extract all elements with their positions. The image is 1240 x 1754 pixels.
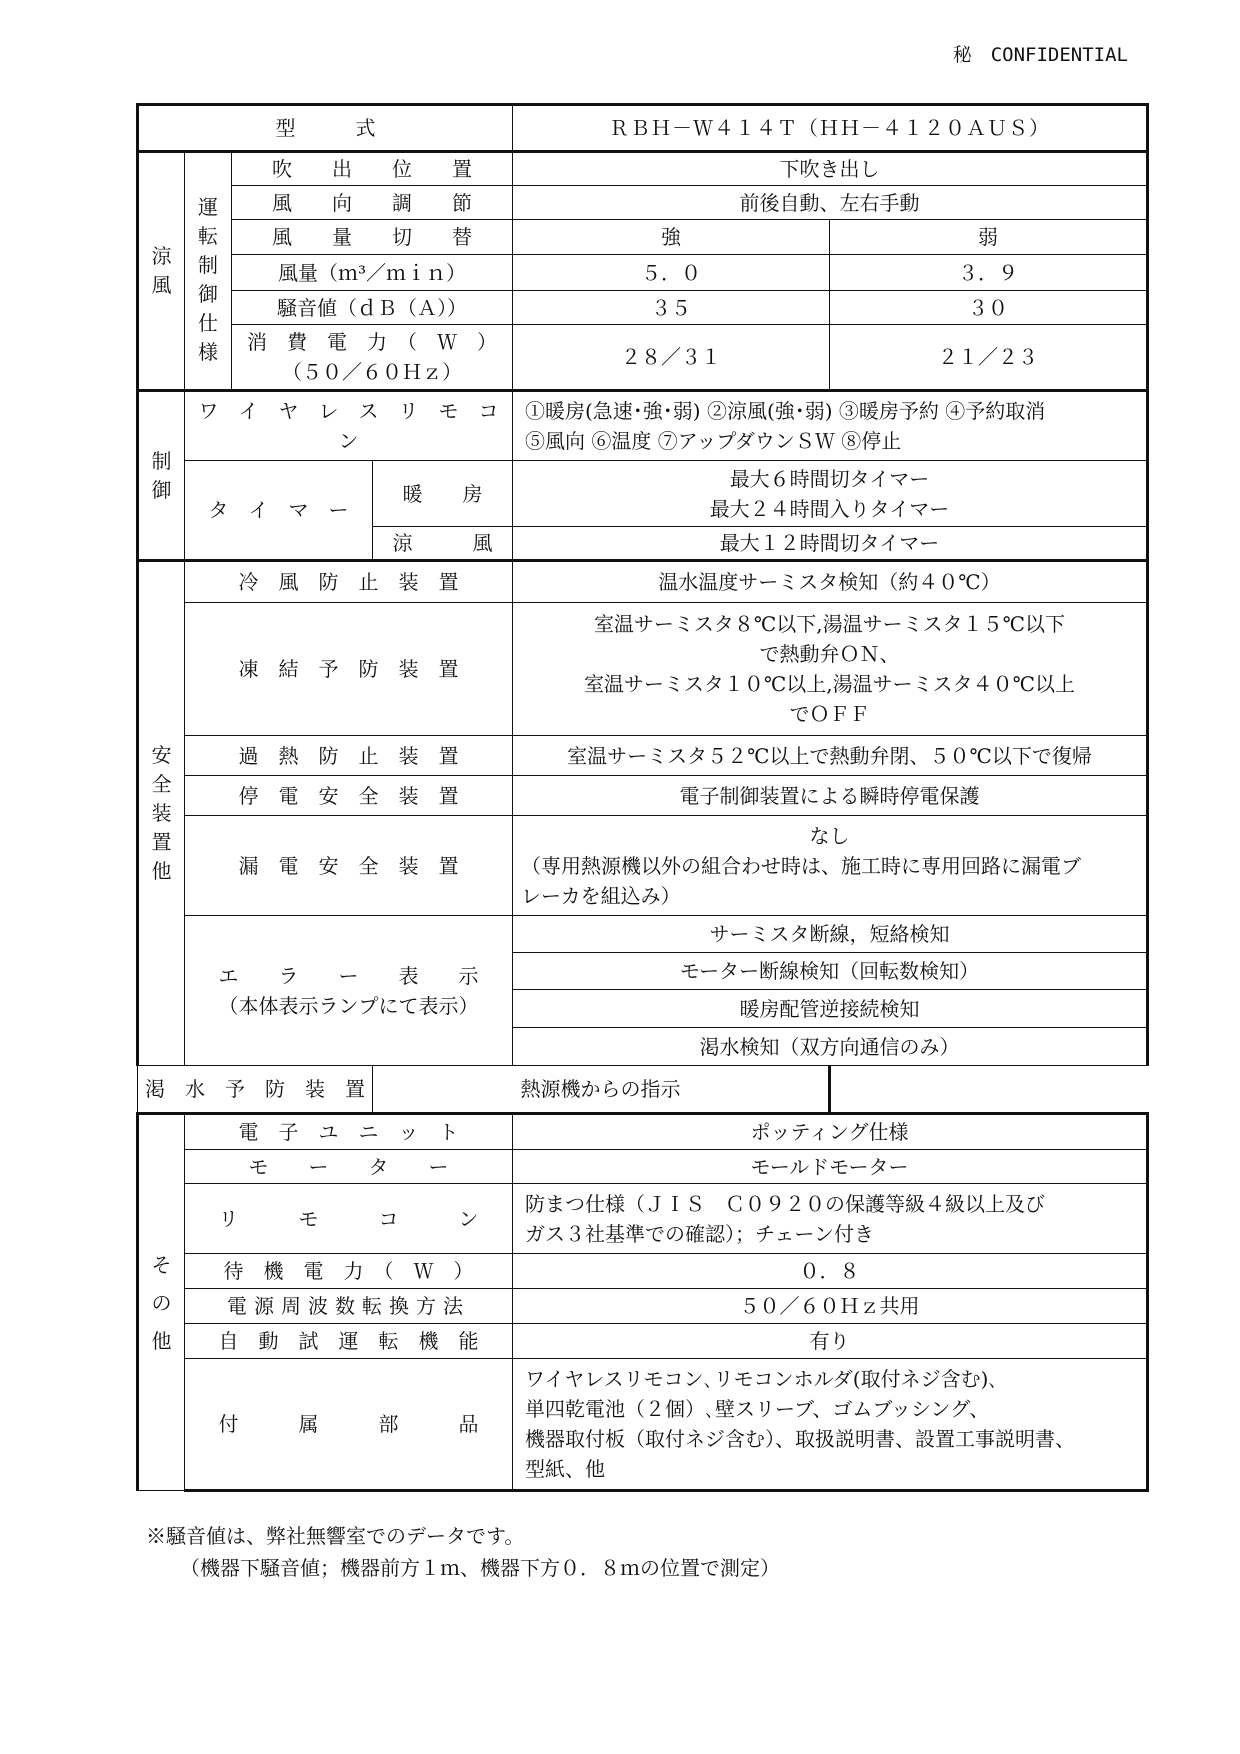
autotest-value: 有り [513,1324,1148,1359]
direction-value: 前後自動、左右手動 [513,186,1148,220]
volume-label: 風量（ｍ³／ｍｉｎ） [232,255,513,291]
section-safety: 安 全 装 置 他 [138,561,185,1066]
leak-value-main: なし [809,823,850,848]
timer-heat-value: 最大６時間切タイマー 最大２４時間入りタイマー [513,461,1148,527]
freeze-label: 凍 結 予 防 装 置 [185,603,513,736]
footnote-measurement: （機器下騒音値；機器前方１ｍ、機器下方０．８ｍの位置で測定） [180,1556,780,1580]
error-item-1: サーミスタ断線，短絡検知 [513,916,1148,953]
timer-cool-label: 涼 風 [373,527,513,561]
section-cool: 涼 風 [138,152,185,391]
switch-strong: 強 [513,220,830,255]
remote-spec-label: リ モ コ ン [185,1184,513,1254]
remote-value: ①暖房(急速･強･弱) ②涼風(強･弱) ③暖房予約 ④予約取消 ⑤風向 ⑥温度 ⑦アップダウンＳＷ ⑧停止 [513,391,1148,461]
leak-value-note: （専用熱源機以外の組合わせ時は、施工時に専用回路に漏電ブ レーカを組込み） [521,853,1081,908]
freeze-value: 室温サーミスタ８℃以下,湯温サーミスタ１５℃以下 で熱動弁ＯＮ、 室温サーミスタ１０℃以上,湯温サーミスタ４０℃以上 でＯＦＦ [513,603,1148,736]
volume-strong: ５．０ [513,255,830,291]
motor-value: モールドモーター [513,1150,1148,1184]
footnotes [146,1520,780,1584]
model-label: 型 式 [138,105,513,152]
confidential-mark: 秘 CONFIDENTIAL [952,44,1128,66]
timer-heat-label: 暖 房 [373,461,513,527]
error-item-4: 渇水検知（双方向通信のみ） [513,1028,1148,1066]
overheat-value: 室温サーミスタ５２℃以上で熱動弁閉、５０℃以下で復帰 [513,736,1148,776]
switch-weak: 弱 [830,220,1148,255]
power-label: 消 費 電 力 （ Ｗ ） （５０／６０Ｈｚ） [232,325,513,391]
outlet-label: 吹 出 位 置 [232,152,513,186]
timer-cool-value: 最大１２時間切タイマー [513,527,1148,561]
direction-label: 風 向 調 節 [232,186,513,220]
switch-label: 風 量 切 替 [232,220,513,255]
noise-label: 騒音値（ｄＢ（Ａ）） [232,291,513,325]
unit-value: ポッティング仕様 [513,1114,1148,1150]
section-other: そ の 他 [138,1114,185,1491]
accessories-value: ワイヤレスリモコン､リモコンホルダ(取付ネジ含む)､ 単四乾電池（２個）､壁スリーブ、ゴムブッシング、 機器取付板（取付ネジ含む）、取扱説明書、設置工事説明書、 型紙、他 [513,1359,1148,1491]
outage-label: 停 電 安 全 装 置 [185,776,513,816]
drought-label: 渇 水 予 防 装 置 [138,1066,373,1114]
leak-label: 漏 電 安 全 装 置 [185,816,513,916]
drought-value: 熱源機からの指示 [373,1066,830,1114]
cold-label: 冷 風 防 止 装 置 [185,561,513,603]
cold-value: 温水温度サーミスタ検知（約４０℃） [513,561,1148,603]
volume-weak: ３．９ [830,255,1148,291]
overheat-label: 過 熱 防 止 装 置 [185,736,513,776]
spec-table [136,103,1149,1492]
model-value: ＲＢＨ－Ｗ４１４Ｔ（ＨＨ－４１２０ＡＵＳ） [513,105,1148,152]
error-item-2: モーター断線検知（回転数検知） [513,953,1148,990]
standby-label: 待 機 電 力 （ Ｗ ） [185,1254,513,1289]
timer-label: タ イ マ ー [185,461,373,561]
section-control: 制 御 [138,391,185,561]
error-label: エ ラ ー 表 示 （本体表示ランプにて表示） [185,916,513,1066]
standby-value: ０．８ [513,1254,1148,1289]
leak-value [513,816,1148,916]
footnote-noise: ※騒音値は、弊社無響室でのデータです。 [146,1524,525,1548]
remote-spec-value: 防まつ仕様（ＪＩＳ Ｃ０９２０の保護等級４級以上及び ガス３社基準での確認）；チェーン付き [513,1184,1148,1254]
noise-strong: ３５ [513,291,830,325]
accessories-label: 付 属 部 品 [185,1359,513,1491]
remote-label: ワ イ ヤ レ ス リ モ コ ン [185,391,513,461]
section-cool-sub: 運 転 制 御 仕 様 [185,152,232,391]
noise-weak: ３０ [830,291,1148,325]
error-item-3: 暖房配管逆接続検知 [513,990,1148,1028]
power-weak: ２１／２３ [830,325,1148,391]
unit-label: 電 子 ユ ニ ッ ト [185,1114,513,1150]
motor-label: モ ー タ ー [185,1150,513,1184]
autotest-label: 自 動 試 運 転 機 能 [185,1324,513,1359]
outage-value: 電子制御装置による瞬時停電保護 [513,776,1148,816]
frequency-value: ５０／６０Ｈｚ共用 [513,1289,1148,1324]
power-strong: ２８／３１ [513,325,830,391]
frequency-label: 電源周波数転換方法 [185,1289,513,1324]
outlet-value: 下吹き出し [513,152,1148,186]
